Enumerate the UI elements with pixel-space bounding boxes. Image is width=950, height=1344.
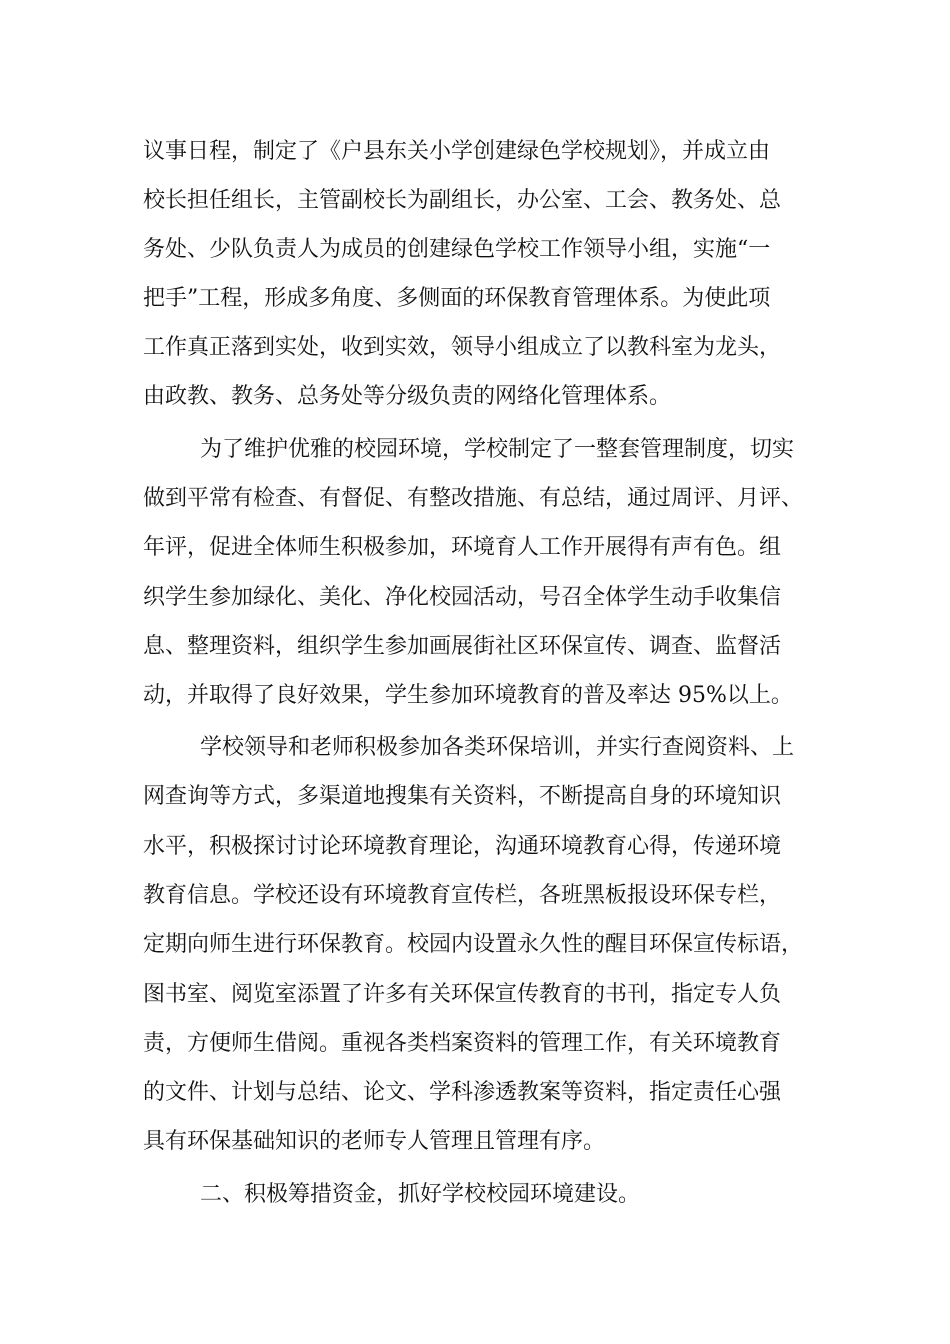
paragraph-3-line-9: 具有环保基础知识的老师专人管理且管理有序。 [143,1129,606,1154]
paragraph-3-line-3: 水平，积极探讨讨论环境教育理论，沟通环境教育心得，传递环境 [143,834,782,859]
paragraph-1-line-5: 工作真正落到实处，收到实效，领导小组成立了以教科室为龙头， [143,335,782,360]
paragraph-3-line-2: 网查询等方式，多渠道地搜集有关资料，不断提高自身的环境知识 [143,784,782,809]
paragraph-3-line-4: 教育信息。学校还设有环境教育宣传栏，各班黑板报设环保专栏， [143,883,782,908]
paragraph-2-line-2: 做到平常有检查、有督促、有整改措施、有总结，通过周评、月评、 [143,486,804,511]
paragraph-2-line-1: 为了维护优雅的校园环境，学校制定了一整套管理制度，切实 [200,437,795,462]
paragraph-3-line-8: 的文件、计划与总结、论文、学科渗透教案等资料，指定责任心强 [143,1080,782,1105]
paragraph-2-line-3: 年评，促进全体师生积极参加，环境育人工作开展得有声有色。组 [143,535,782,560]
paragraph-1-line-1: 议事日程，制定了《户县东关小学创建绿色学校规划》，并成立由 [143,139,771,164]
paragraph-3-line-5: 定期向师生进行环保教育。校园内设置永久性的醒目环保宣传标语， [143,932,804,957]
section-heading: 二、积极筹措资金，抓好学校校园环境建设。 [200,1182,641,1207]
paragraph-1-line-4: 把手”工程，形成多角度、多侧面的环保教育管理体系。为使此项 [143,286,771,311]
paragraph-1-line-3: 务处、少队负责人为成员的创建绿色学校工作领导小组，实施“一 [143,237,771,262]
paragraph-3-line-6: 图书室、阅览室添置了许多有关环保宣传教育的书刊，指定专人负 [143,982,782,1007]
paragraph-2-line-6: 动，并取得了良好效果，学生参加环境教育的普及率达 95%以上。 [143,683,793,708]
paragraph-1-line-2: 校长担任组长，主管副校长为副组长，办公室、工会、教务处、总 [143,188,782,213]
paragraph-2-line-4: 织学生参加绿化、美化、净化校园活动，号召全体学生动手收集信 [143,585,782,610]
paragraph-1-line-6: 由政教、教务、总务处等分级负责的网络化管理体系。 [143,384,672,409]
paragraph-2-line-5: 息、整理资料，组织学生参加画展街社区环保宣传、调查、监督活 [143,634,782,659]
paragraph-3-line-7: 责，方便师生借阅。重视各类档案资料的管理工作，有关环境教育 [143,1031,782,1056]
paragraph-3-line-1: 学校领导和老师积极参加各类环保培训，并实行查阅资料、上 [200,735,795,760]
